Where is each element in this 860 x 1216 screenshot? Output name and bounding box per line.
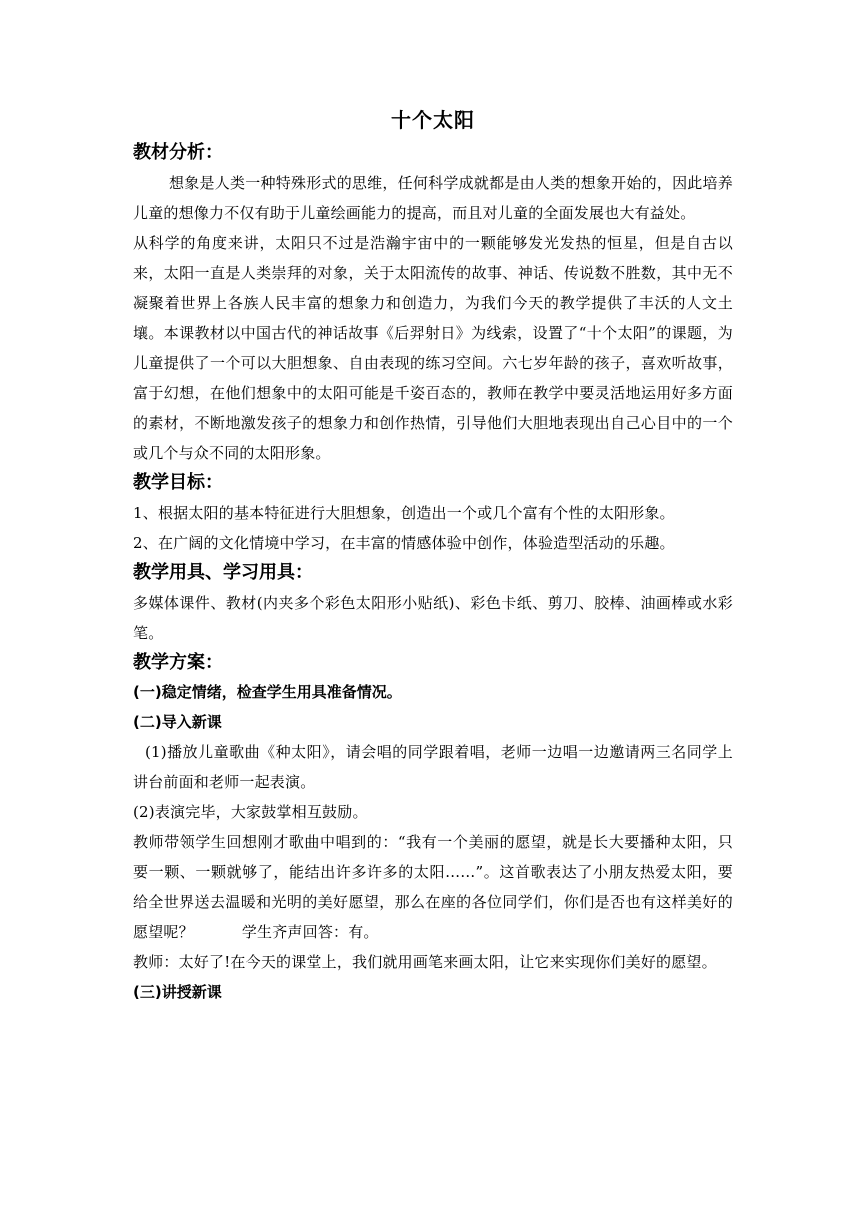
plan-paragraph-1: (1)播放儿童歌曲《种太阳》，请会唱的同学跟着唱，老师一边唱一边邀请两三名同学上讲台前面和老师一起表演。 (133, 743, 733, 791)
heading-analysis: 教材分析： (133, 142, 223, 163)
analysis-paragraph-2: 从科学的角度来讲，太阳只不过是浩瀚宇宙中的一颗能够发光发热的恒星，但是自古以来，太阳一直是人类崇拜的对象，关于太阳流传的故事、神话、传说数不胜数，其中无不凝聚着世界上各族人民丰富的想象力和创造力，为我们今天的教学提供了丰沃的人文土壤。本课教材以中国古代的神话故事《后羿射日》为线索，设置了“十个太阳”的课题，为儿童提供了一个可以大胆想象、自由表现的练习空间。六七岁年龄的孩子，喜欢听故事，富于幻想，在他们想象中的太阳可能是千姿百态的，教师在教学中要灵活地运用好多方面的素材，不断地激发孩子的想象力和创作热情，引导他们大胆地表现出自己心目中的一个或几个与众不同的太阳形象。 (133, 234, 733, 462)
heading-goals: 教学目标： (133, 472, 223, 493)
plan-step-3: (三)讲授新课 (133, 983, 222, 1001)
plan-step-2: (二)导入新课 (133, 713, 222, 731)
goal-item-2: 2、在广阔的文化情境中学习，在丰富的情感体验中创作，体验造型活动的乐趣。 (133, 534, 675, 552)
heading-tools: 教学用具、学习用具： (133, 562, 313, 583)
plan-paragraph-3-text: 教师带领学生回想刚才歌曲中唱到的：“我有一个美丽的愿望，就是长大要播种太阳，只要一颗、一颗就够了，能结出许多许多的太阳……”。这首歌表达了小朋友热爱太阳，要给全世界送去温暖和光明的美好愿望，那么在座的各位同学们，你们是否也有这样美好的愿望呢？ (133, 833, 733, 941)
analysis-paragraph-1: 想象是人类一种特殊形式的思维，任何科学成就都是由人类的想象开始的，因此培养儿童的想像力不仅有助于儿童绘画能力的提高，而且对儿童的全面发展也大有益处。 (133, 174, 733, 222)
plan-step-1: (一)稳定情绪，检查学生用具准备情况。 (133, 683, 402, 701)
plan-paragraph-3-answer: 学生齐声回答：有。 (241, 923, 379, 941)
heading-plan: 教学方案： (133, 652, 223, 673)
goal-item-1: 1、根据太阳的基本特征进行大胆想象，创造出一个或几个富有个性的太阳形象。 (133, 504, 675, 522)
plan-paragraph-3 (133, 827, 733, 947)
page-title: 十个太阳 (391, 108, 475, 132)
plan-paragraph-2: (2)表演完毕，大家鼓掌相互鼓励。 (133, 803, 368, 821)
document-page (133, 104, 733, 1007)
tools-paragraph: 多媒体课件、教材(内夹多个彩色太阳形小贴纸)、彩色卡纸、剪刀、胶棒、油画棒或水彩笔。 (133, 594, 733, 642)
plan-paragraph-4: 教师：太好了!在今天的课堂上，我们就用画笔来画太阳，让它来实现你们美好的愿望。 (133, 953, 717, 971)
